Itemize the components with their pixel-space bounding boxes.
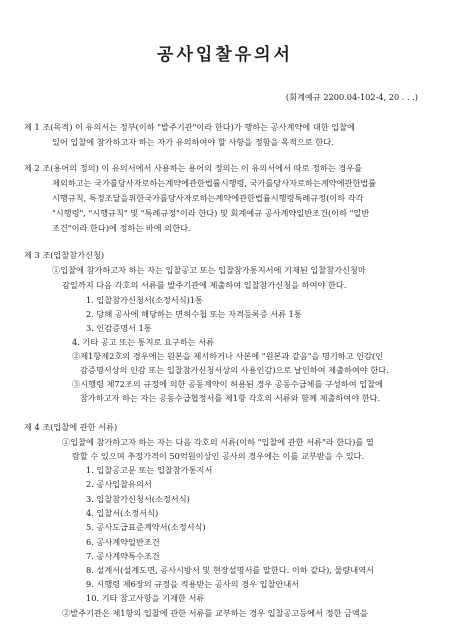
article-3-item: 1. 입찰참가신청서(소정서식)1통 (86, 295, 203, 305)
article-4-item: 8. 설계서(설계도면, 공사시방서 및 현장설명서를 말한다. 이하 같다), 물량내역서 (86, 565, 375, 575)
article-3-item: 3. 인감증명서 1통 (86, 323, 152, 333)
article-4-item: 9. 시행령 제6장의 규정을 적용받는 공사의 경우 입찰안내서 (86, 579, 300, 589)
article-3-heading: 제 3 조(입찰참가신청) (24, 250, 105, 260)
article-4-item: 5. 공사도급표준계약서(소정서식) (86, 522, 206, 532)
article-3-para-1: 감일까지 다음 각호의 서류를 발주기관에 제출하여 입찰참가신청을 하여야 한다. (62, 280, 347, 290)
article-3-item: 2. 당해 공사에 해당하는 면허수첩 또는 자격등록증 서류 1통 (86, 309, 302, 319)
article-4-item: 2. 공사입찰유의서 (86, 479, 152, 489)
article-4-para-1: 람할 수 있으며 추정가격이 50억원이상인 공사의 경우에는 이를 교부받을 수 있다. (72, 451, 365, 461)
article-3-para-3: 참가하고자 하는 자는 공동수급협정서를 제1항 각호의 서류와 함께 제출하여야 한다. (80, 393, 381, 403)
article-2-line: 제외하고는 국가를당사자로하는계약에관한법률시행령, 국가를당사자로하는계약에관한법률 (52, 178, 377, 188)
article-3-para-2: 감증명서상의 인감 또는 입찰참가신청서상의 사용인감)으로 날인하여 제출하여야 한다. (80, 365, 389, 375)
article-3-item: 4. 기타 공고 또는 통지로 요구하는 서류 (72, 337, 215, 347)
article-4-para-1: ①입찰에 참가하고자 하는 자는 다음 각호의 서류(이하 "입찰에 관한 서류"라 한다)를 열 (62, 437, 374, 447)
article-2-line: "시행령", "시행규칙" 및 "특례규정"이라 한다) 및 회계예규 공사계약일반조건(이하 "일반 (52, 208, 370, 218)
article-2-line: 조건"이라 한다)에 정하는 바에 의한다. (52, 223, 191, 233)
article-4-item: 6. 공사계약일반조건 (86, 537, 160, 547)
article-4-item: 1. 입찰공고문 또는 입찰참가통지서 (86, 465, 213, 475)
article-4-item: 10. 기타 참고사항을 기재한 서류 (86, 593, 205, 603)
article-4-item: 7. 공사계약특수조건 (86, 551, 160, 561)
document-title: 공사입찰유의서 (157, 45, 293, 65)
article-3-para-3: ③시행령 제72조의 규정에 의한 공동계약이 허용된 경우 공동수급체를 구성하여 입찰에 (72, 379, 383, 389)
article-2-heading: 제 2 조(용어의 정의) 이 유의서에서 사용하는 용어의 정의는 이 유의서에서 따로 정하는 경우를 (24, 163, 363, 173)
article-4-item: 3. 입찰참가신청서(소정서식) (86, 494, 190, 504)
article-2-line: 시행규칙, 특정조달을위한국가를당사자로하는계약에관한법률시행령특례규정(이하 각각 (52, 193, 364, 203)
article-4-heading: 제 4 조(입찰에 관한 서류) (24, 422, 118, 432)
article-3-para-1: ①입찰에 참가하고자 하는 자는 입찰공고 또는 입찰참가통지서에 기재된 입찰참가신청마 (52, 265, 366, 275)
article-1-heading: 제 1 조(목적) 이 유의서는 정부(이하 "발주기관"이라 한다)가 행하는 공사계약에 대한 입찰에 (24, 122, 355, 132)
article-1-line: 있어 입찰에 참가하고자 하는 자가 유의하여야 할 사항을 정함을 목적으로 한다. (52, 137, 334, 147)
article-4-item: 4. 입찰서(소정서식) (86, 508, 159, 518)
article-3-para-2: ②제1항제2호의 경우에는 원본을 제시하거나 사본에 "원본과 같음"을 명기하고 인감(인 (72, 351, 384, 361)
article-4-para-2: ②발주기관은 제1항의 입찰에 관한 서류를 교부하는 경우 입찰공고등에서 정한 금액을 (62, 608, 368, 618)
reference-number: (회계예규 2200.04-102-4, 20 . . .) (285, 92, 418, 102)
